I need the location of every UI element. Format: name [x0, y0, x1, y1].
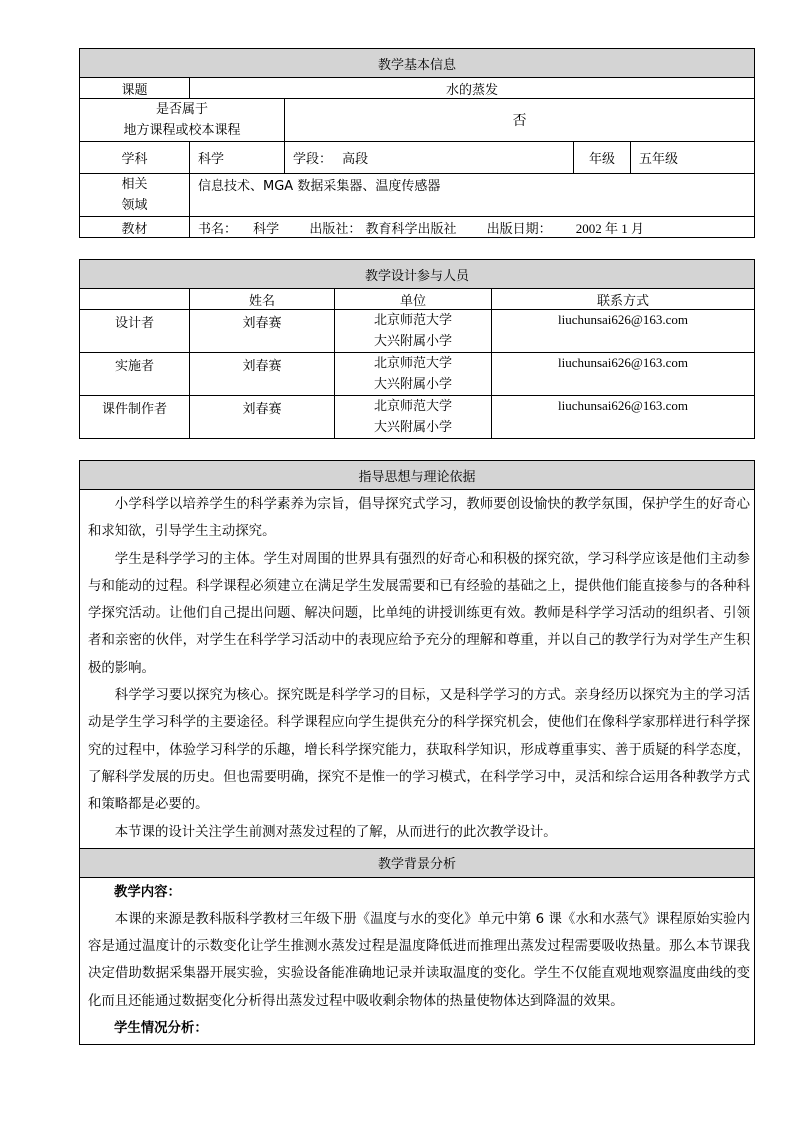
field-value: 信息技术、MGA 数据采集器、温度传感器 [190, 174, 755, 217]
local-course-label [80, 99, 285, 142]
topic-label: 课题 [80, 78, 190, 99]
participant-unit-line2: 大兴附属小学 [373, 334, 452, 349]
participant-name: 刘春赛 [190, 396, 335, 439]
participant-unit-line2: 大兴附属小学 [373, 420, 452, 435]
participant-unit-line1: 北京师范大学 [373, 313, 452, 328]
participant-unit [335, 353, 492, 396]
local-course-label-line1: 是否属于 [155, 102, 208, 117]
topic-value: 水的蒸发 [190, 78, 755, 99]
participant-name: 刘春赛 [190, 353, 335, 396]
theory-paragraph-4: 本节课的设计关注学生前测对蒸发过程的了解，从而进行的此次教学设计。 [114, 824, 557, 840]
student-analysis-title: 学生情况分析： [114, 1021, 208, 1037]
local-course-value: 否 [285, 99, 755, 142]
theory-background-table [79, 460, 755, 1045]
participant-unit-line1: 北京师范大学 [373, 399, 452, 414]
participant-name: 刘春赛 [190, 310, 335, 353]
participant-role: 课件制作者 [80, 396, 190, 439]
background-header: 教学背景分析 [80, 848, 755, 877]
participant-contact: liuchunsai626@163.com [492, 396, 755, 439]
participants-table [79, 259, 755, 439]
subject-label: 学科 [80, 142, 190, 174]
participant-role: 实施者 [80, 353, 190, 396]
field-label [80, 174, 190, 217]
basic-info-header: 教学基本信息 [80, 49, 755, 78]
participants-col-contact: 联系方式 [492, 289, 755, 310]
date-label: 出版日期： [486, 221, 552, 237]
teaching-content-title: 教学内容： [114, 884, 181, 900]
participant-contact: liuchunsai626@163.com [492, 353, 755, 396]
publisher-value: 教育科学出版社 [365, 221, 457, 237]
stage-value: 高段 [342, 152, 369, 167]
table-row [80, 353, 755, 396]
textbook-label: 教材 [80, 217, 190, 238]
stage-cell [285, 142, 574, 174]
field-label-line1: 相关 [121, 177, 148, 192]
teaching-content-paragraph: 本课的来源是教科版科学教材三年级下册《温度与水的变化》单元中第 6 课《水和水蒸气》课程原始实验内容是通过温度计的示数变化让学生推测水蒸发过程是温度降低进而推理出蒸发过程需要吸收热量。那么本节课我决定借助数据采集器开展实验，实验设备能准确地记录并读取温度的变化。学生不仅能直观地观察温度曲线的变化而且还能通过数据变化分析得出蒸发过程中吸收剩余物体的热量使物体达到降温的效果。 [88, 911, 750, 1009]
participants-col-unit: 单位 [335, 289, 492, 310]
basic-info-table [79, 48, 755, 238]
date-value: 2002 年 1 月 [575, 220, 645, 236]
participant-unit-line1: 北京师范大学 [373, 356, 452, 371]
participant-role: 设计者 [80, 310, 190, 353]
grade-label: 年级 [574, 142, 631, 174]
theory-paragraph-1: 小学科学以培养学生的科学素养为宗旨，倡导探究式学习，教师要创设愉快的教学氛围，保护学生的好奇心和求知欲，引导学生主动探究。 [88, 497, 750, 540]
table-row [80, 310, 755, 353]
participant-unit [335, 310, 492, 353]
subject-value: 科学 [190, 142, 285, 174]
publisher-label: 出版社： [309, 221, 362, 237]
theory-content [80, 490, 755, 849]
theory-header: 指导思想与理论依据 [80, 461, 755, 490]
background-content [80, 877, 755, 1044]
textbook-info [190, 217, 755, 238]
participants-header: 教学设计参与人员 [80, 260, 755, 289]
grade-value: 五年级 [631, 142, 755, 174]
participants-col-blank [80, 289, 190, 310]
theory-paragraph-2: 学生是科学学习的主体。学生对周围的世界具有强烈的好奇心和积极的探究欲，学习科学应该是他们主动参与和能动的过程。科学课程必须建立在满足学生发展需要和已有经验的基础之上，提供他们能直接参与的各种科学探究活动。让他们自己提出问题、解决问题，比单纯的讲授训练更有效。教师是科学学习活动的组织者、引领者和亲密的伙伴，对学生在科学学习活动中的表现应给予充分的理解和尊重，并以自己的教学行为对学生产生积极的影响。 [88, 551, 750, 676]
stage-label: 学段： [293, 152, 333, 167]
theory-paragraph-3: 科学学习要以探究为核心。探究既是科学学习的目标，又是科学学习的方式。亲身经历以探究为主的学习活动是学生学习科学的主要途径。科学课程应向学生提供充分的科学探究机会，使他们在像科学家那样进行科学探究的过程中，体验学习科学的乐趣，增长科学探究能力，获取科学知识，形成尊重事实、善于质疑的科学态度，了解科学发展的历史。但也需要明确，探究不是惟一的学习模式，在科学学习中，灵活和综合运用各种教学方式和策略都是必要的。 [88, 688, 750, 813]
participants-col-name: 姓名 [190, 289, 335, 310]
participant-unit-line2: 大兴附属小学 [373, 377, 452, 392]
local-course-label-line2: 地方课程或校本课程 [123, 123, 241, 138]
book-value: 科学 [253, 221, 280, 237]
participant-unit [335, 396, 492, 439]
field-label-line2: 领域 [121, 198, 148, 213]
table-row [80, 396, 755, 439]
book-label: 书名： [198, 221, 238, 237]
participant-contact: liuchunsai626@163.com [492, 310, 755, 353]
